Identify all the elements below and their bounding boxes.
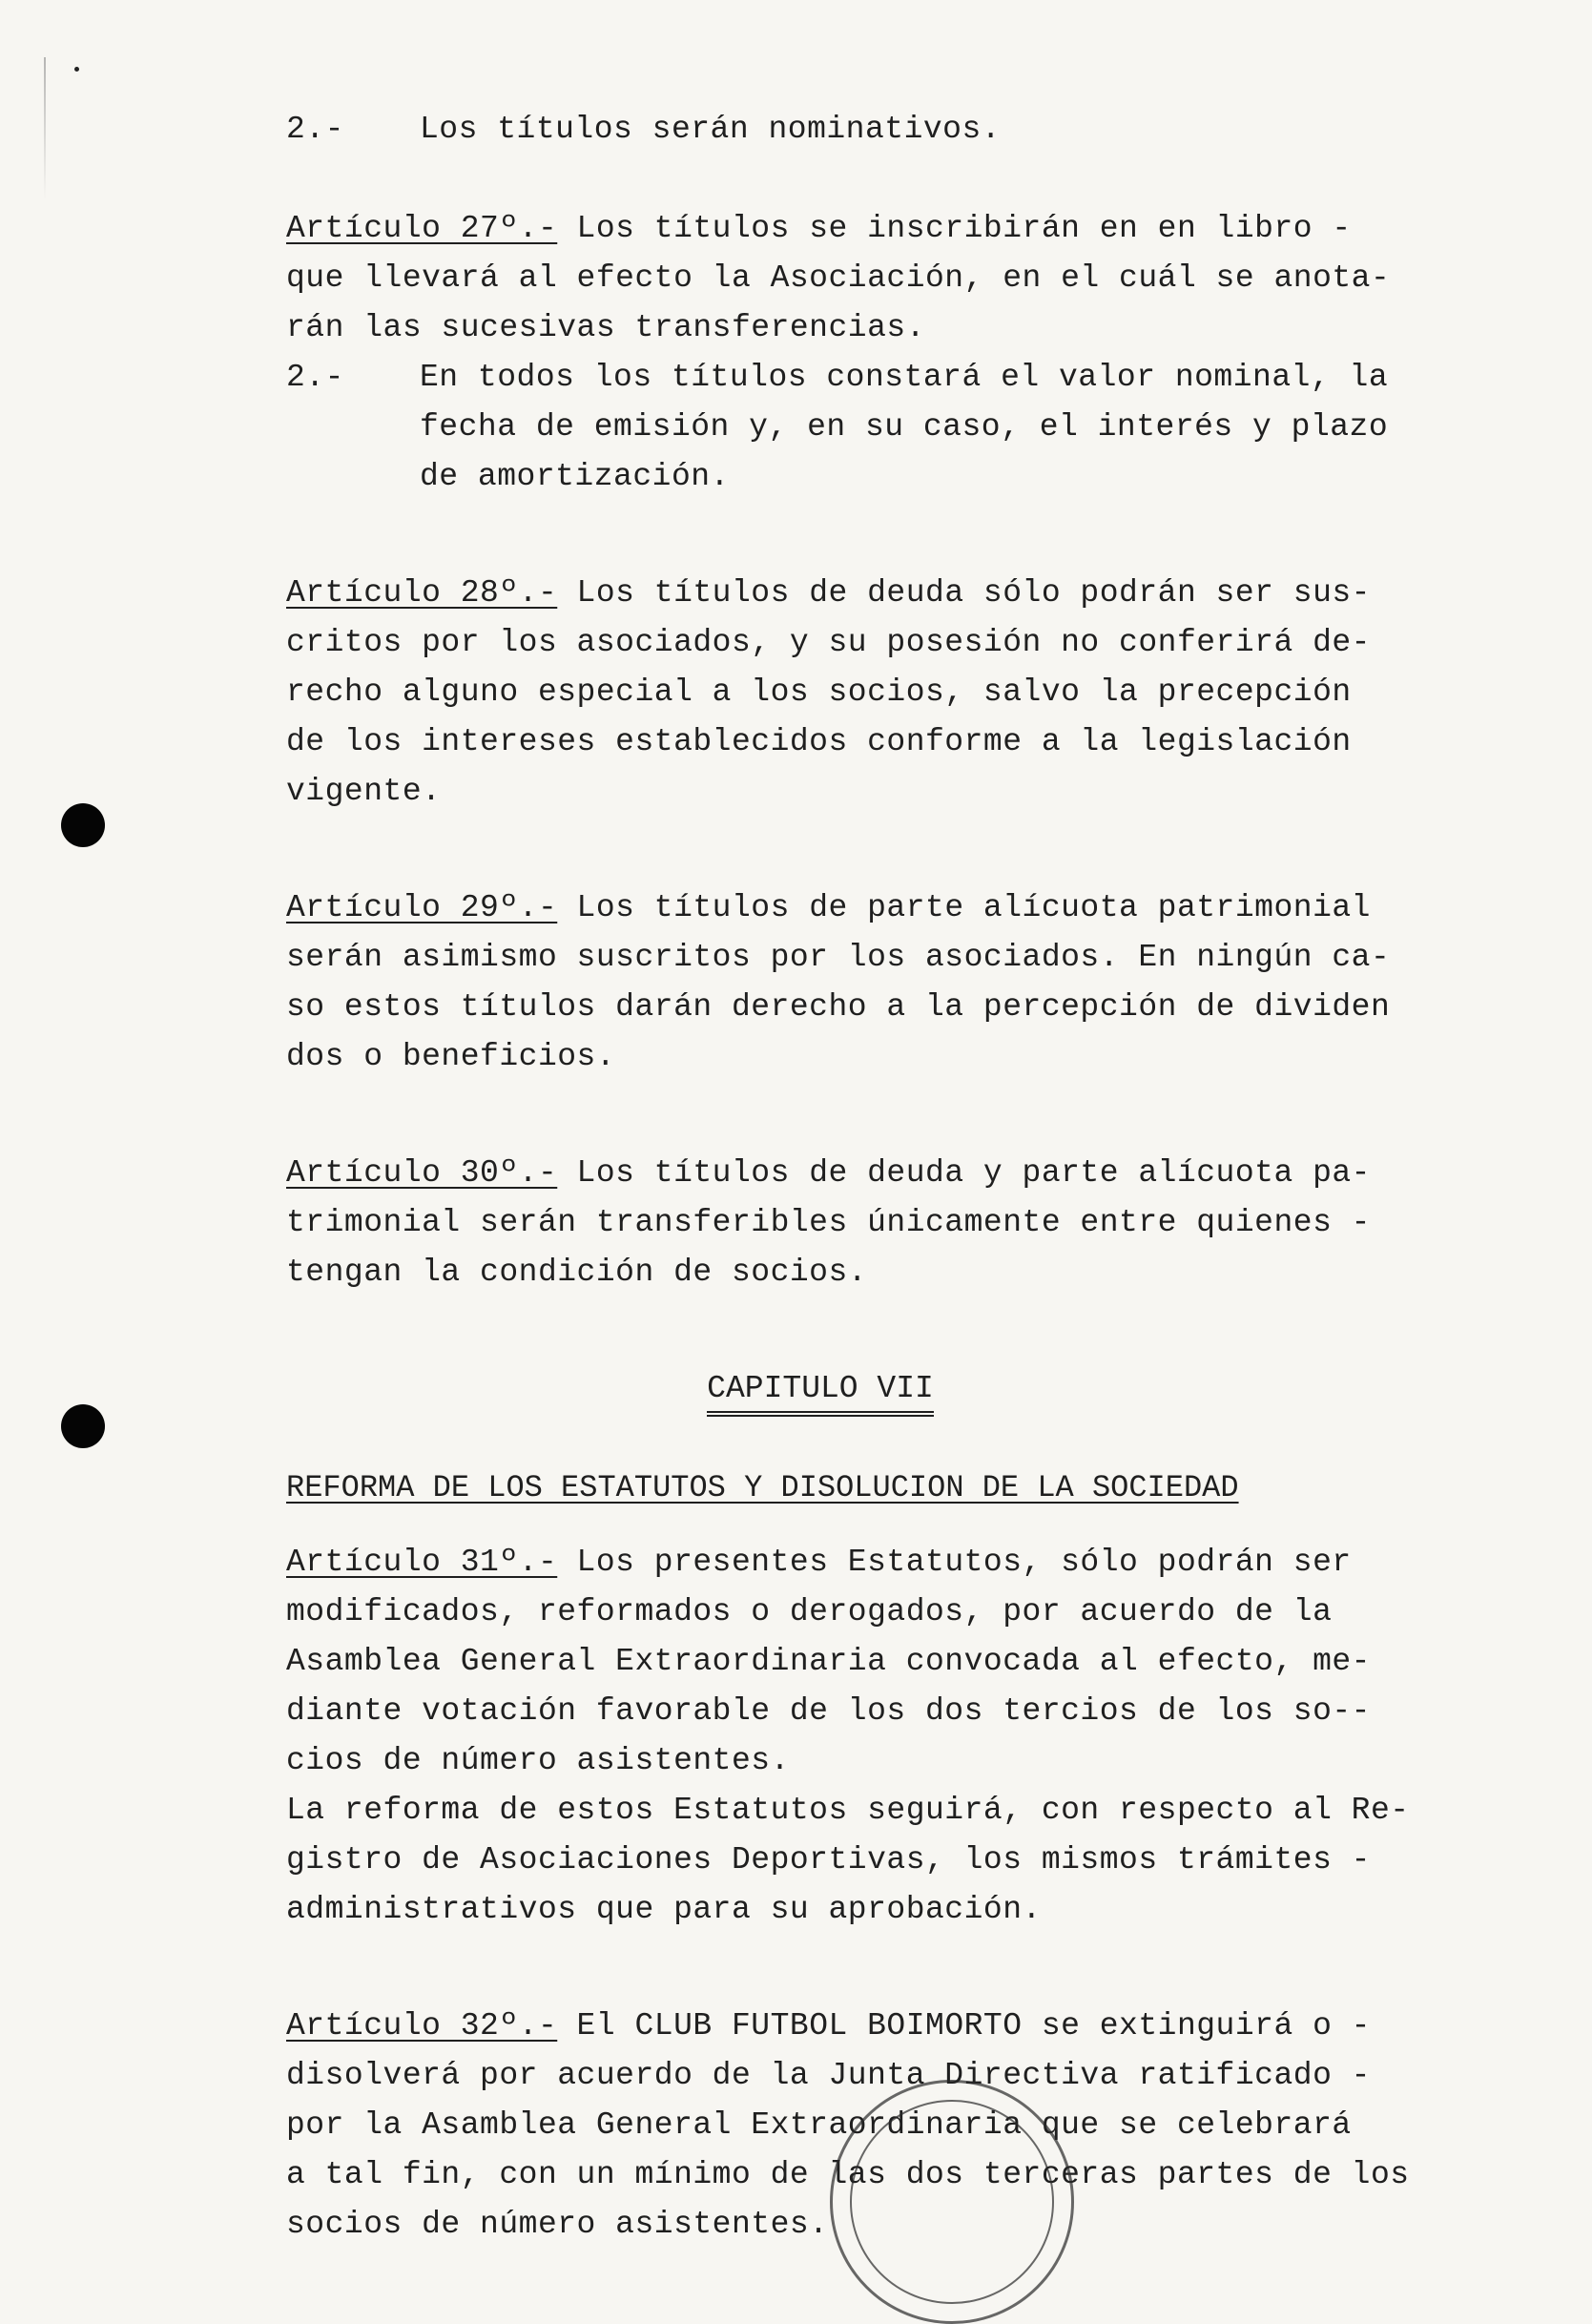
article-label: Artículo 31º.- <box>286 1545 558 1580</box>
article-label: Artículo 29º.- <box>286 890 558 925</box>
margin-mark <box>44 57 46 200</box>
section-heading: REFORMA DE LOS ESTATUTOS Y DISOLUCION DE LA SOCIEDAD <box>286 1470 1239 1505</box>
punch-hole <box>61 1404 105 1448</box>
article-label: Artículo 30º.- <box>286 1155 558 1191</box>
article-label: Artículo 28º.- <box>286 575 558 611</box>
document-body <box>286 105 1459 2250</box>
paragraph-2: 2.- Los títulos serán nominativos. <box>286 112 1002 147</box>
article-28: Artículo 28º.- Los títulos de deuda sólo podrán ser sus- critos por los asociados, y su posesión no conferirá de- recho alguno especial a los socios, salvo la precepción de los intereses establecidos conforme a la legislación vigente. <box>286 575 1371 809</box>
article-label: Artículo 32º.- <box>286 2008 558 2044</box>
article-29: Artículo 29º.- Los títulos de parte alícuota patrimonial serán asimismo suscritos por los asociados. En ningún ca- so estos títulos darán derecho a la percepción de dividen dos o beneficios. <box>286 890 1391 1074</box>
speck-mark <box>74 67 79 72</box>
punch-hole <box>61 803 105 847</box>
chapter-heading: CAPITULO VII <box>286 1364 1459 1421</box>
article-label: Artículo 27º.- <box>286 211 558 246</box>
official-stamp <box>830 2080 1074 2324</box>
article-31: Artículo 31º.- Los presentes Estatutos, sólo podrán ser modificados, reformados o derogados, por acuerdo de la Asamblea General Extraordinaria convocada al efecto, me- diante votación favorable de los dos tercios de los so-- cios de número asistentes. La reforma de estos Estatutos seguirá, con respecto al Re- gistro de Asociaciones Deportivas, los mismos trámites - administrativos que para su aprobación. <box>286 1545 1410 1927</box>
article-30: Artículo 30º.- Los títulos de deuda y parte alícuota pa- trimonial serán transferibles únicamente entre quienes - tengan la condición de socios. <box>286 1155 1371 1290</box>
article-32: Artículo 32º.- El CLUB FUTBOL BOIMORTO se extinguirá o - disolverá por acuerdo de la Junta Directiva ratificado - por la Asamblea General Extraordinaria que se celebrará a tal fin, con un mínimo de las dos terceras partes de los socios de número asistentes. <box>286 2008 1410 2242</box>
article-27: Artículo 27º.- Los títulos se inscribirán en en libro - que llevará al efecto la Asociación, en el cuál se anota- rán las sucesivas transferencias. 2.- En todos los títulos constará el valor nominal, la fecha de emisión y, en su caso, el interés y plazo de amortización. <box>286 211 1391 494</box>
